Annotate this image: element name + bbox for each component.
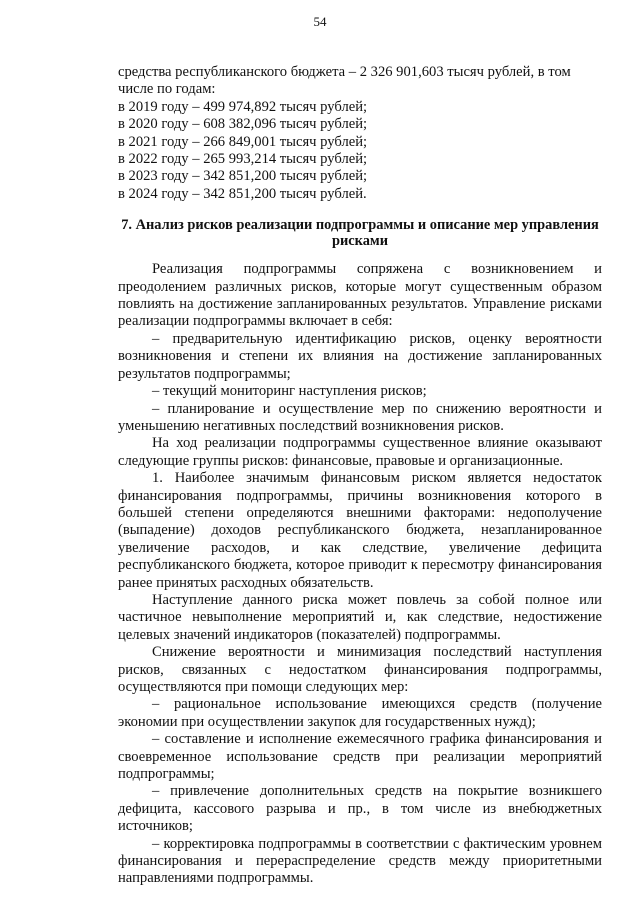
paragraph: На ход реализации подпрограммы существенное влияние оказывают следующие группы рисков: финансовые, правовые и организационные. [118, 435, 602, 469]
intro-line-2: числе по годам: [118, 81, 216, 98]
paragraph: Наступление данного риска может повлечь за собой полное или частичное невыполнение мероприятий и, как следствие, недостижение целевых значений индикаторов (показателей) подпрограммы. [118, 591, 602, 643]
funding-year-item: в 2024 году – 342 851,200 тысяч рублей. [118, 185, 367, 202]
page-number: 54 [313, 14, 327, 29]
paragraph: Реализация подпрограммы сопряжена с возникновением и преодолением различных рисков, которые могут существенным образом повлиять на достижение запланированных результатов. Управление рисками реализации подпрограммы включает в себя: [118, 261, 602, 330]
document-body [118, 64, 602, 888]
funding-by-year-list [118, 99, 602, 203]
paragraph: Снижение вероятности и минимизация последствий наступления рисков, связанных с недостатком финансирования подпрограммы, осуществляются при помощи следующих мер: [118, 644, 602, 695]
paragraph: – привлечение дополнительных средств на покрытие возникшего дефицита, кассового разрыва и пр., в том числе из внебюджетных источников; [118, 783, 602, 835]
paragraph: – составление и исполнение ежемесячного графика финансирования и своевременное использование средств при реализации мероприятий подпрограммы; [118, 731, 602, 783]
funding-year-item: в 2022 году – 265 993,214 тысяч рублей; [118, 151, 368, 168]
funding-year-item: в 2023 году – 342 851,200 тысяч рублей; [118, 168, 368, 185]
paragraph: – рациональное использование имеющихся средств (получение экономии при осуществлении закупок для государственных нужд); [118, 696, 602, 730]
funding-year-item: в 2021 году – 266 849,001 тысяч рублей; [118, 133, 368, 150]
paragraph: – планирование и осуществление мер по снижению вероятности и уменьшению негативных последствий возникновения рисков. [118, 400, 602, 434]
funding-year-item: в 2020 году – 608 382,096 тысяч рублей; [118, 116, 368, 133]
paragraph: – предварительную идентификацию рисков, оценку вероятности возникновения и степени их влияния на достижение запланированных результатов подпрограммы; [118, 330, 602, 382]
funding-year-item: в 2019 году – 499 974,892 тысяч рублей; [118, 98, 368, 115]
paragraph: – корректировка подпрограммы в соответствии с фактическим уровнем финансирования и перераспределение средств между приоритетными направлениями подпрограммы. [118, 835, 602, 887]
paragraph: 1. Наиболее значимым финансовым риском является недостаток финансирования подпрограммы, причины возникновения которого в большей степени определяются внешними факторами: недополучение (выпадение) доходов республиканского бюджета, незапланированное увеличение расходов, и как следствие, увеличение дефицита республиканского бюджета, которое приводит к пересмотру финансирования ранее принятых расходных обязательств. [118, 470, 602, 591]
paragraph: – текущий мониторинг наступления рисков; [152, 383, 427, 400]
section-heading: 7. Анализ рисков реализации подпрограммы и описание мер управления рисками [121, 217, 599, 250]
intro-line-1: средства республиканского бюджета – 2 326 901,603 тысяч рублей, в том [118, 64, 571, 80]
